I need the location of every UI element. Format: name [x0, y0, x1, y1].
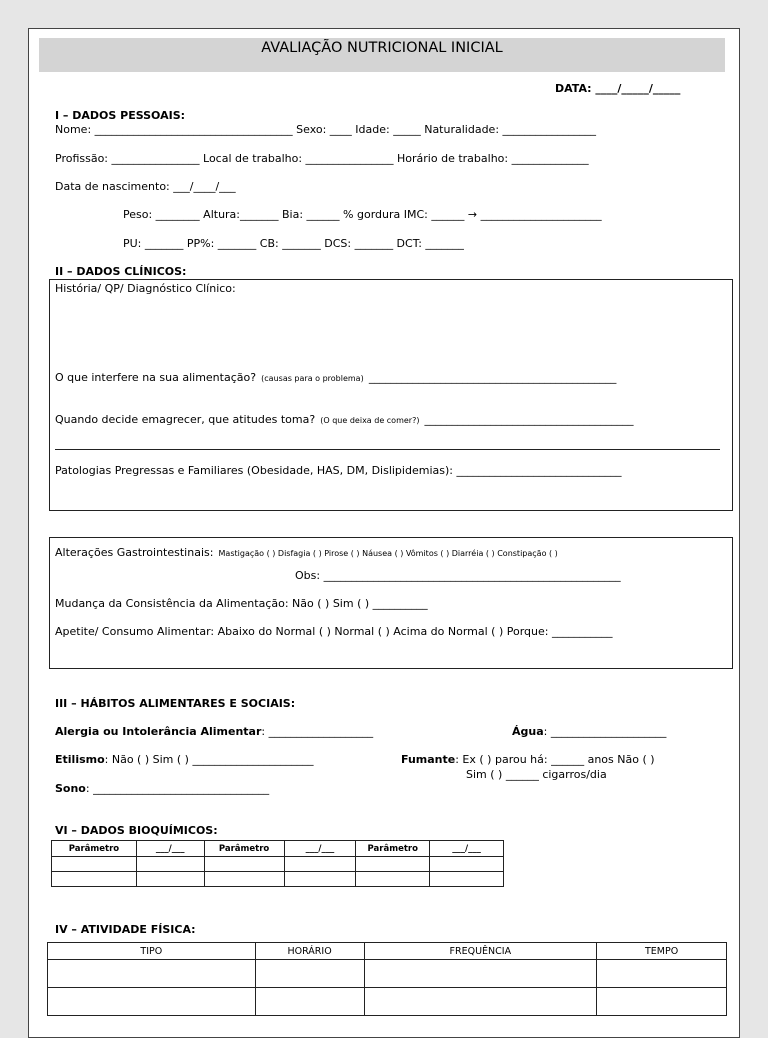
row-peso-altura-imc[interactable]: Peso: ________ Altura:_______ Bia: ______ % gordura IMC: ______ → ______________________	[123, 208, 602, 221]
interfere-row[interactable]	[55, 366, 616, 385]
col-frequencia: FREQUÊNCIA	[364, 943, 597, 960]
section-atividade-fisica: IV – ATIVIDADE FÍSICA:	[55, 923, 196, 936]
section-habitos: III – HÁBITOS ALIMENTARES E SOCIAIS:	[55, 697, 296, 710]
emagrecer-note: (O que deixa de comer?)	[320, 416, 420, 425]
table-cell[interactable]	[255, 988, 364, 1016]
col-data-2[interactable]: ___/___	[284, 841, 356, 857]
table-cell[interactable]	[284, 857, 356, 872]
alergia-line[interactable]: : ___________________	[261, 725, 374, 738]
table-cell[interactable]	[364, 960, 597, 988]
gi-row[interactable]	[55, 541, 558, 560]
table-cell[interactable]	[136, 857, 204, 872]
clinical-box	[49, 279, 733, 511]
sono-row[interactable]	[55, 782, 269, 795]
table-cell[interactable]	[356, 872, 430, 887]
emagrecer-line[interactable]: ______________________________________	[424, 413, 634, 426]
table-header-row	[48, 943, 727, 960]
form-title: AVALIAÇÃO NUTRICIONAL INICIAL	[39, 38, 725, 72]
fumante-cigarros[interactable]: Sim ( ) ______ cigarros/dia	[466, 768, 607, 781]
atividade-table	[47, 942, 727, 1016]
emagrecer-row[interactable]	[55, 408, 634, 427]
section-bioquimicos: VI – DADOS BIOQUÍMICOS:	[55, 824, 218, 837]
gi-label: Alterações Gastrointestinais:	[55, 546, 214, 559]
etilismo-row[interactable]	[55, 753, 313, 766]
apetite-row[interactable]: Apetite/ Consumo Alimentar: Abaixo do Normal ( ) Normal ( ) Acima do Normal ( ) Porque: ___________	[55, 625, 613, 638]
table-cell[interactable]	[430, 872, 504, 887]
etilismo-label: Etilismo	[55, 753, 105, 766]
extra-answer-line[interactable]	[55, 449, 720, 450]
row-nome-sexo-idade[interactable]: Nome: ____________________________________ Sexo: ____ Idade: _____ Naturalidade: _________________	[55, 123, 597, 136]
agua-row[interactable]	[512, 725, 666, 738]
table-row	[48, 988, 727, 1016]
section-dados-pessoais: I – DADOS PESSOAIS:	[55, 109, 186, 122]
bioquimicos-table	[51, 840, 504, 887]
table-cell[interactable]	[430, 857, 504, 872]
alergia-label: Alergia ou Intolerância Alimentar	[55, 725, 262, 738]
table-cell[interactable]	[597, 960, 727, 988]
section-dados-clinicos: II – DADOS CLÍNICOS:	[55, 265, 187, 278]
col-data-3[interactable]: ___/___	[430, 841, 504, 857]
gastro-box	[49, 537, 733, 669]
fumante-label: Fumante	[401, 753, 456, 766]
table-header-row	[52, 841, 504, 857]
table-cell[interactable]	[364, 988, 597, 1016]
table-cell[interactable]	[52, 872, 137, 887]
table-cell[interactable]	[52, 857, 137, 872]
form-page	[28, 28, 740, 1038]
row-pu-pp-cb[interactable]: PU: _______ PP%: _______ CB: _______ DCS: _______ DCT: _______	[123, 237, 464, 250]
obs-row[interactable]: Obs: ______________________________________________________	[295, 569, 621, 582]
interfere-line[interactable]: _____________________________________________	[368, 371, 617, 384]
col-parametro-1: Parâmetro	[52, 841, 137, 857]
table-cell[interactable]	[48, 960, 256, 988]
table-row	[48, 960, 727, 988]
table-row	[52, 857, 504, 872]
etilismo-options[interactable]: : Não ( ) Sim ( ) ______________________	[104, 753, 314, 766]
sono-label: Sono	[55, 782, 86, 795]
consistencia-row[interactable]: Mudança da Consistência da Alimentação: Não ( ) Sim ( ) __________	[55, 597, 428, 610]
table-cell[interactable]	[204, 857, 284, 872]
col-data-1[interactable]: ___/___	[136, 841, 204, 857]
agua-line[interactable]: : _____________________	[543, 725, 667, 738]
interfere-note: (causas para o problema)	[261, 374, 364, 383]
fumante-row[interactable]	[401, 753, 655, 766]
agua-label: Água	[512, 725, 544, 738]
table-cell[interactable]	[204, 872, 284, 887]
row-data-nascimento[interactable]: Data de nascimento: ___/____/___	[55, 180, 236, 193]
col-tempo: TEMPO	[597, 943, 727, 960]
row-profissao-trabalho[interactable]: Profissão: ________________ Local de trabalho: ________________ Horário de trabalho: ______________	[55, 152, 589, 165]
table-cell[interactable]	[284, 872, 356, 887]
col-parametro-3: Parâmetro	[356, 841, 430, 857]
col-tipo: TIPO	[48, 943, 256, 960]
sono-line[interactable]: : ________________________________	[85, 782, 270, 795]
fumante-options[interactable]: : Ex ( ) parou há: ______ anos Não ( )	[455, 753, 655, 766]
historia-label: História/ QP/ Diagnóstico Clínico:	[55, 282, 236, 295]
table-row	[52, 872, 504, 887]
date-field[interactable]: DATA: ____/_____/_____	[555, 82, 681, 95]
table-cell[interactable]	[136, 872, 204, 887]
table-cell[interactable]	[48, 988, 256, 1016]
emagrecer-label: Quando decide emagrecer, que atitudes toma?	[55, 413, 316, 426]
table-cell[interactable]	[255, 960, 364, 988]
col-parametro-2: Parâmetro	[204, 841, 284, 857]
table-cell[interactable]	[597, 988, 727, 1016]
patologias-row[interactable]: Patologias Pregressas e Familiares (Obesidade, HAS, DM, Dislipidemias): ______________________________	[55, 464, 622, 477]
col-horario: HORÁRIO	[255, 943, 364, 960]
gi-items[interactable]: Mastigação ( ) Disfagia ( ) Pirose ( ) Náusea ( ) Vômitos ( ) Diarréia ( ) Constipação ( )	[218, 549, 558, 558]
table-cell[interactable]	[356, 857, 430, 872]
alergia-row[interactable]	[55, 725, 373, 738]
interfere-label: O que interfere na sua alimentação?	[55, 371, 257, 384]
